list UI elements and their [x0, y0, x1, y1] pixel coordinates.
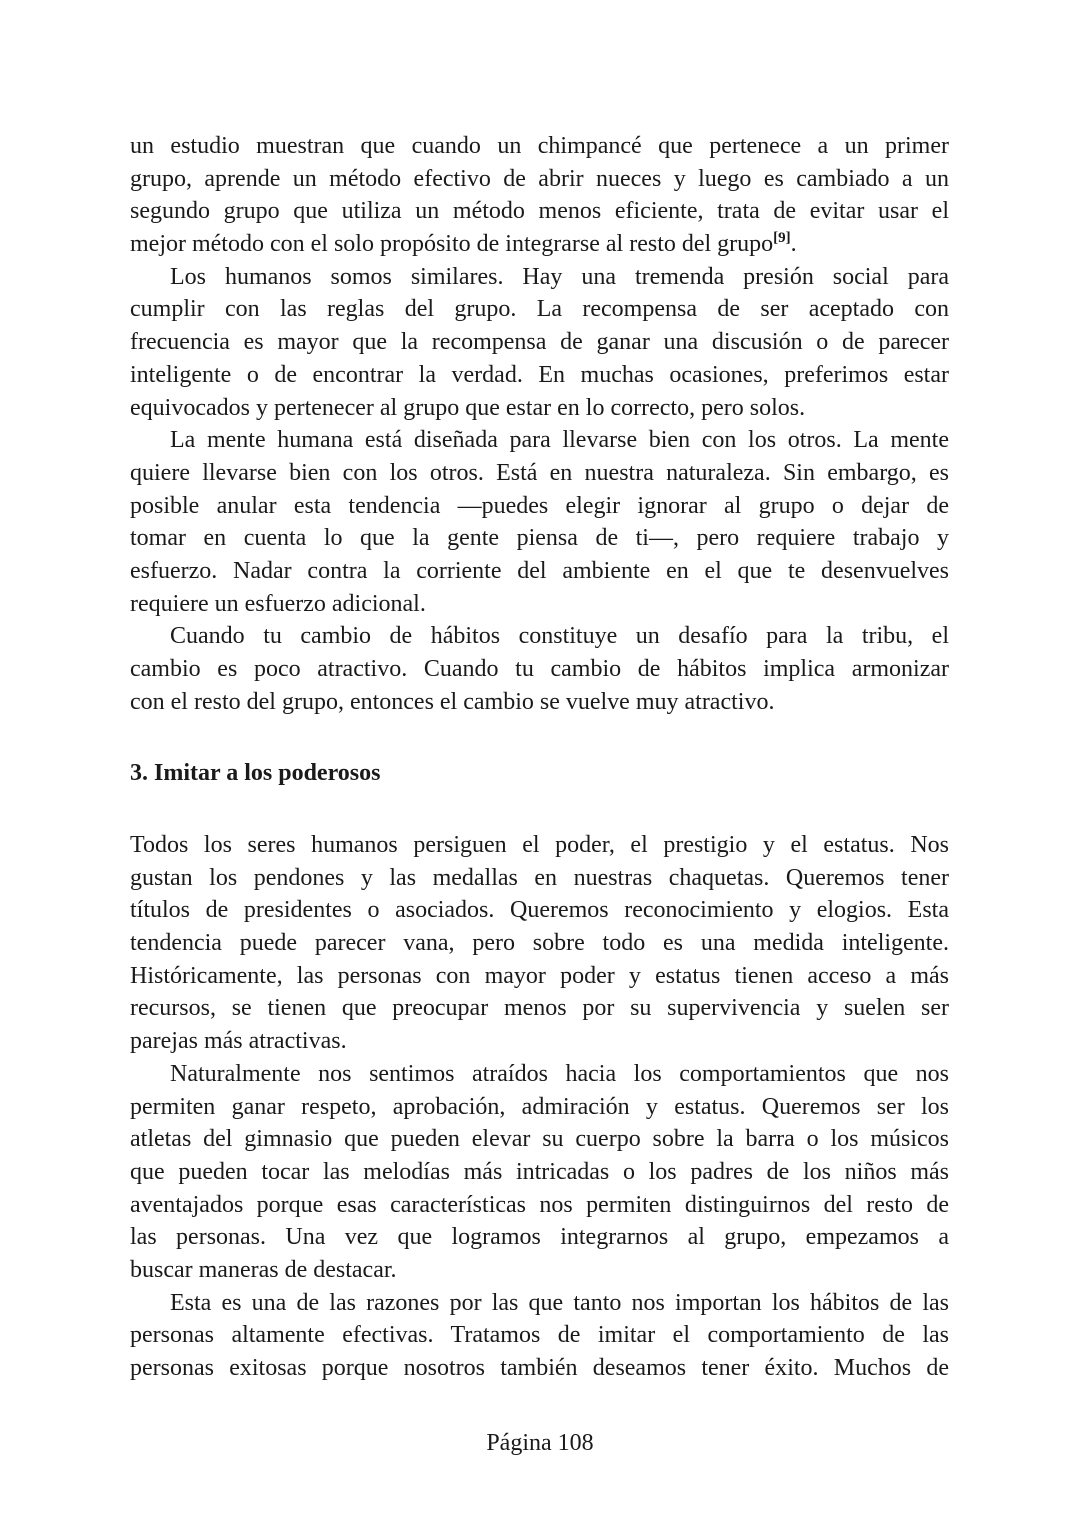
text-line: títulos de presidentes o asociados. Queremos reconocimiento y elogios. Esta [130, 897, 949, 924]
text-line: aventajados porque esas características nos permiten distinguirnos del resto de [130, 1191, 949, 1218]
paragraph [130, 1058, 949, 1287]
text-line: personas exitosas porque nosotros también deseamos tener éxito. Muchos de [130, 1355, 949, 1381]
text-line [130, 228, 949, 261]
text-line: recursos, se tienen que preocupar menos por su supervivencia y suelen ser [130, 995, 949, 1022]
text-line: personas altamente efectivas. Tratamos de imitar el comportamiento de las [130, 1322, 949, 1349]
text-line: posible anular esta tendencia —puedes elegir ignorar al grupo o dejar de [130, 492, 949, 519]
text-line: quiere llevarse bien con los otros. Está en nuestra naturaleza. Sin embargo, es [130, 459, 949, 486]
text-line: tendencia puede parecer vana, pero sobre todo es una medida inteligente. [130, 930, 949, 957]
text-line: tomar en cuenta lo que la gente piensa de ti—, pero requiere trabajo y [130, 525, 949, 552]
paragraph [130, 829, 949, 1058]
text-line: buscar maneras de destacar. [130, 1256, 397, 1283]
text-line: un estudio muestran que cuando un chimpancé que pertenece a un primer [130, 133, 949, 159]
text-line: Históricamente, las personas con mayor poder y estatus tienen acceso a más [130, 962, 949, 989]
line-tail: . [790, 231, 797, 258]
text-line: con el resto del grupo, entonces el cambio se vuelve muy atractivo. [130, 688, 775, 715]
text-line: segundo grupo que utiliza un método menos eficiente, trata de evitar usar el [130, 198, 949, 225]
text-line: Esta es una de las razones por las que tanto nos importan los hábitos de las [170, 1289, 949, 1316]
text-line: Naturalmente nos sentimos atraídos hacia los comportamientos que nos [170, 1060, 949, 1087]
text-line: grupo, aprende un método efectivo de abrir nueces y luego es cambiado a un [130, 165, 949, 192]
page-number: Página 108 [486, 1430, 594, 1456]
text-line: frecuencia es mayor que la recompensa de ganar una discusión o de parecer [130, 329, 949, 356]
body-text-top [130, 130, 949, 718]
body-text-bottom [130, 829, 949, 1385]
text-line: cambio es poco atractivo. Cuando tu cambio de hábitos implica armonizar [130, 656, 949, 682]
text-line: inteligente o de encontrar la verdad. En muchas ocasiones, preferimos estar [130, 361, 949, 388]
text-line: La mente humana está diseñada para llevarse bien con los otros. La mente [170, 427, 949, 454]
text-line: equivocados y pertenecer al grupo que estar en lo correcto, pero solos. [130, 394, 806, 421]
text-line: atletas del gimnasio que pueden elevar su cuerpo sobre la barra o los músicos [130, 1126, 949, 1153]
text-line: Cuando tu cambio de hábitos constituye un desafío para la tribu, el [170, 623, 949, 650]
text-line: que pueden tocar las melodías más intricadas o los padres de los niños más [130, 1158, 949, 1185]
line-text: mejor método con el solo propósito de integrarse al resto del grupo [130, 231, 774, 258]
text-line: gustan los pendones y las medallas en nuestras chaquetas. Queremos tener [130, 864, 949, 891]
section-heading: 3. Imitar a los poderosos [130, 760, 381, 786]
paragraph [130, 1287, 949, 1385]
text-line: cumplir con las reglas del grupo. La recompensa de ser aceptado con [130, 296, 949, 323]
paragraph [130, 130, 949, 261]
text-line: esfuerzo. Nadar contra la corriente del ambiente en el que te desenvuelves [130, 557, 949, 584]
footnote-reference[interactable]: [9] [773, 230, 791, 247]
text-line: parejas más atractivas. [130, 1028, 347, 1055]
paragraph [130, 261, 949, 424]
text-line: Los humanos somos similares. Hay una tremenda presión social para [170, 263, 949, 290]
text-line: las personas. Una vez que logramos integrarnos al grupo, empezamos a [130, 1224, 949, 1251]
paragraph [130, 424, 949, 620]
text-line: permiten ganar respeto, aprobación, admiración y estatus. Queremos ser los [130, 1093, 949, 1120]
paragraph [130, 620, 949, 718]
text-line: requiere un esfuerzo adicional. [130, 590, 426, 617]
text-line: Todos los seres humanos persiguen el poder, el prestigio y el estatus. Nos [130, 832, 949, 858]
